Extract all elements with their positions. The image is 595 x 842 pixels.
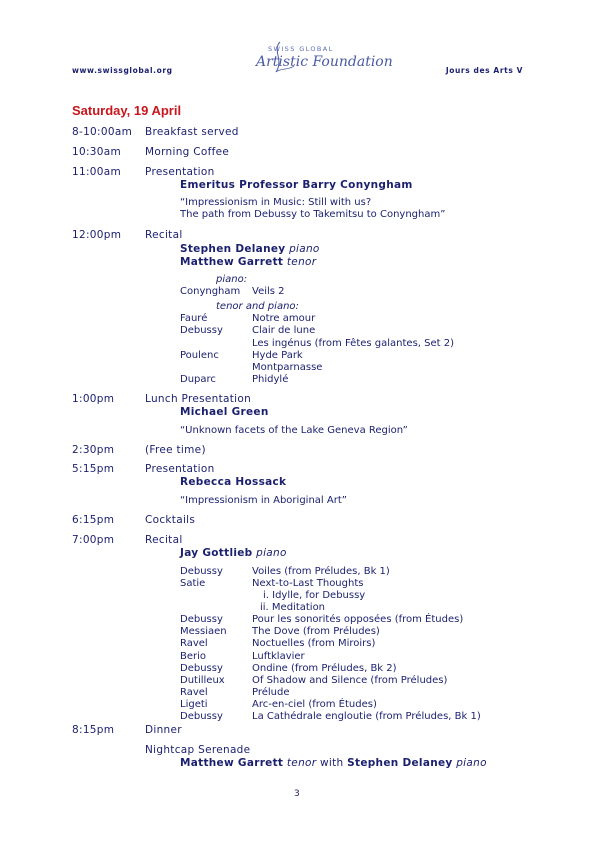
composer: Debussy bbox=[180, 325, 223, 336]
time-label: 2:30pm bbox=[72, 444, 115, 456]
performer-name: Matthew Garrett bbox=[180, 757, 284, 769]
event-title: Recital bbox=[145, 534, 183, 546]
foundation-logo bbox=[250, 40, 393, 74]
performer-role: tenor bbox=[286, 757, 317, 769]
piece: Voiles (from Préludes, Bk 1) bbox=[252, 566, 390, 577]
composer: Debussy bbox=[180, 566, 223, 577]
composer: Fauré bbox=[180, 313, 208, 324]
piece: Next-to-Last Thoughts bbox=[252, 578, 364, 589]
performer-role: tenor bbox=[286, 256, 317, 268]
composer: Messiaen bbox=[180, 626, 227, 637]
composer: Debussy bbox=[180, 614, 223, 625]
event-title: Recital bbox=[145, 229, 183, 241]
composer: Ravel bbox=[180, 687, 208, 698]
composer: Ravel bbox=[180, 638, 208, 649]
piece: La Cathédrale engloutie (from Préludes, Bk 1) bbox=[252, 711, 481, 722]
piece: Les ingénus (from Fêtes galantes, Set 2) bbox=[252, 338, 455, 349]
performer-name: Jay Gottlieb bbox=[180, 547, 253, 559]
joiner-text: with bbox=[320, 757, 344, 769]
piece: Luftklavier bbox=[252, 651, 305, 662]
composer: Debussy bbox=[180, 711, 223, 722]
event-title: Presentation bbox=[145, 463, 215, 475]
composer: Ligeti bbox=[180, 699, 208, 710]
speaker-name: Rebecca Hossack bbox=[180, 476, 287, 488]
piece: Prélude bbox=[252, 687, 290, 698]
composer: Debussy bbox=[180, 663, 223, 674]
page-number: 3 bbox=[294, 789, 300, 799]
movement: i. Idylle, for Debussy bbox=[263, 590, 366, 601]
composer: Poulenc bbox=[180, 350, 219, 361]
talk-title: “Impressionism in Aboriginal Art” bbox=[180, 495, 347, 506]
logo-script-text: Artistic Foundation bbox=[256, 54, 393, 70]
piece: Arc-en-ciel (from Études) bbox=[252, 699, 377, 710]
speaker-name: Emeritus Professor Barry Conyngham bbox=[180, 179, 413, 191]
performer-name: Stephen Delaney bbox=[180, 243, 286, 255]
section-heading: tenor and piano: bbox=[216, 301, 299, 312]
performer-name: Stephen Delaney bbox=[347, 757, 453, 769]
piece: The Dove (from Préludes) bbox=[252, 626, 380, 637]
event-title: Jours des Arts V bbox=[445, 66, 523, 75]
movement: ii. Meditation bbox=[260, 602, 326, 613]
time-label: 12:00pm bbox=[72, 229, 122, 241]
piece: Of Shadow and Silence (from Préludes) bbox=[252, 675, 448, 686]
piece: Hyde Park bbox=[252, 350, 303, 361]
performer-name: Matthew Garrett bbox=[180, 256, 284, 268]
composer: Berio bbox=[180, 651, 207, 662]
logo-top-text: SWISS GLOBAL bbox=[268, 45, 334, 53]
day-heading: Saturday, 19 April bbox=[72, 103, 182, 118]
time-label: 10:30am bbox=[72, 146, 122, 158]
composer: Satie bbox=[180, 578, 206, 589]
performer-role: piano bbox=[456, 757, 487, 769]
piece: Clair de lune bbox=[252, 325, 316, 336]
performer-line bbox=[180, 547, 287, 559]
time-label: 7:00pm bbox=[72, 534, 115, 546]
piece: Noctuelles (from Miroirs) bbox=[252, 638, 376, 649]
piece: Ondine (from Préludes, Bk 2) bbox=[252, 663, 397, 674]
piece: Phidylé bbox=[252, 374, 289, 385]
time-label: 5:15pm bbox=[72, 463, 115, 475]
event-title: Morning Coffee bbox=[145, 146, 230, 158]
talk-title: “Unknown facets of the Lake Geneva Region” bbox=[180, 425, 408, 436]
speaker-name: Michael Green bbox=[180, 406, 269, 418]
website-link[interactable]: www.swissglobal.org bbox=[72, 66, 173, 75]
composer: Duparc bbox=[180, 374, 216, 385]
performer-line bbox=[180, 243, 320, 255]
nightcap-performers bbox=[180, 757, 487, 769]
event-title: Lunch Presentation bbox=[145, 393, 252, 405]
performer-role: piano bbox=[256, 547, 287, 559]
event-title: Dinner bbox=[145, 724, 182, 736]
piece: Montparnasse bbox=[252, 362, 323, 373]
time-label: 8-10:00am bbox=[72, 126, 133, 138]
piece: Notre amour bbox=[252, 313, 316, 324]
time-label: 1:00pm bbox=[72, 393, 115, 405]
composer: Dutilleux bbox=[180, 675, 225, 686]
piece: Pour les sonorités opposées (from Études) bbox=[252, 614, 464, 625]
event-title: Cocktails bbox=[145, 514, 196, 526]
time-label: 6:15pm bbox=[72, 514, 115, 526]
piece: Veils 2 bbox=[252, 286, 285, 297]
performer-line bbox=[180, 256, 316, 268]
event-title: (Free time) bbox=[145, 444, 206, 456]
talk-title: The path from Debussy to Takemitsu to Conyngham” bbox=[180, 209, 446, 220]
composer: Conyngham bbox=[180, 286, 241, 297]
event-title: Presentation bbox=[145, 166, 215, 178]
talk-title: “Impressionism in Music: Still with us? bbox=[180, 197, 372, 208]
event-title: Breakfast served bbox=[145, 126, 239, 138]
performer-role: piano bbox=[289, 243, 320, 255]
nightcap-title: Nightcap Serenade bbox=[145, 744, 251, 756]
time-label: 8:15pm bbox=[72, 724, 115, 736]
section-heading: piano: bbox=[216, 274, 248, 285]
time-label: 11:00am bbox=[72, 166, 122, 178]
